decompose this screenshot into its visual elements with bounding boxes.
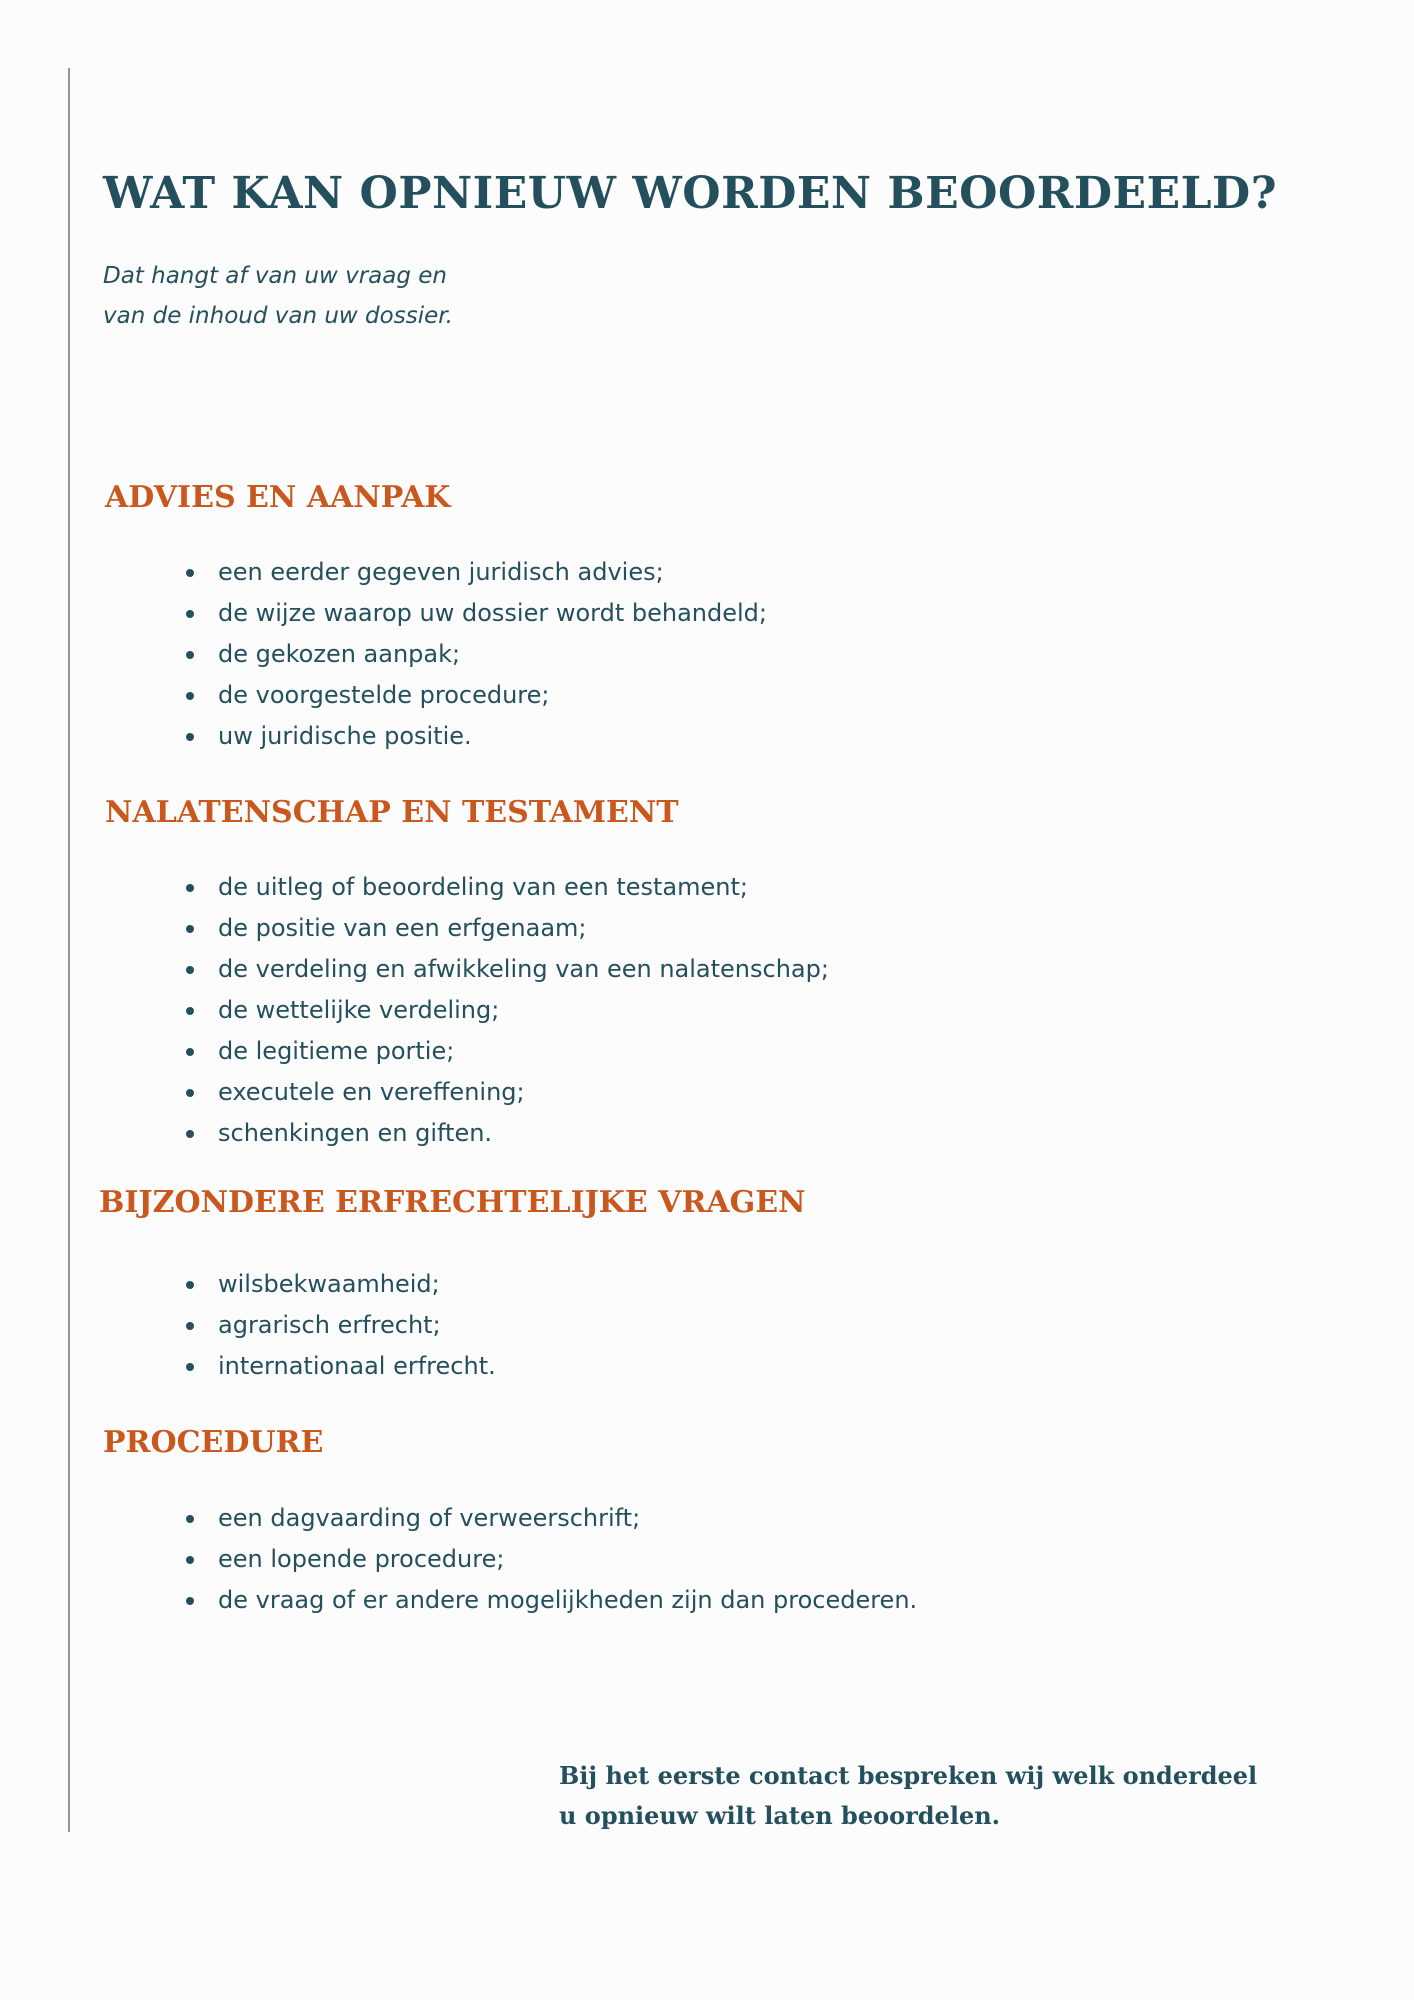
list-item: de verdeling en afwikkeling van een nalatenschap; [182, 949, 829, 990]
section-heading-nalatenschap: NALATENSCHAP EN TESTAMENT [105, 795, 679, 830]
subtitle-line: Dat hangt af van uw vraag en [103, 263, 448, 289]
list-item: de vraag of er andere mogelijkheden zijn dan procederen. [182, 1580, 917, 1621]
page-title: WAT KAN OPNIEUW WORDEN BEOORDEELD? [103, 168, 1277, 219]
list-item: de positie van een erfgenaam; [182, 908, 829, 949]
page-subtitle [103, 256, 453, 336]
list-item: uw juridische positie. [182, 716, 767, 757]
closing-line: Bij het eerste contact bespreken wij welk onderdeel [559, 1761, 1258, 1790]
section-list-advies [182, 552, 767, 757]
list-item: de voorgestelde procedure; [182, 675, 767, 716]
section-heading-bijzondere-vragen: BIJZONDERE ERFRECHTELIJKE VRAGEN [99, 1185, 806, 1220]
list-item: de uitleg of beoordeling van een testament; [182, 867, 829, 908]
section-heading-advies: ADVIES EN AANPAK [105, 480, 451, 515]
list-item: executele en vereffening; [182, 1072, 829, 1113]
subtitle-line: van de inhoud van uw dossier. [103, 303, 453, 329]
section-list-procedure [182, 1498, 917, 1621]
list-item: de legitieme portie; [182, 1031, 829, 1072]
list-item: de wijze waarop uw dossier wordt behandeld; [182, 593, 767, 634]
closing-line: u opnieuw wilt laten beoordelen. [559, 1801, 1001, 1830]
section-heading-procedure: PROCEDURE [103, 1425, 324, 1460]
list-item: agrarisch erfrecht; [182, 1305, 496, 1346]
list-item: schenkingen en giften. [182, 1113, 829, 1154]
list-item: een eerder gegeven juridisch advies; [182, 552, 767, 593]
section-list-bijzondere-vragen [182, 1264, 496, 1387]
closing-note [559, 1756, 1257, 1836]
list-item: de wettelijke verdeling; [182, 990, 829, 1031]
list-item: een dagvaarding of verweerschrift; [182, 1498, 917, 1539]
list-item: de gekozen aanpak; [182, 634, 767, 675]
left-margin-rule [68, 68, 70, 1832]
section-list-nalatenschap [182, 867, 829, 1154]
list-item: internationaal erfrecht. [182, 1346, 496, 1387]
list-item: een lopende procedure; [182, 1539, 917, 1580]
list-item: wilsbekwaamheid; [182, 1264, 496, 1305]
